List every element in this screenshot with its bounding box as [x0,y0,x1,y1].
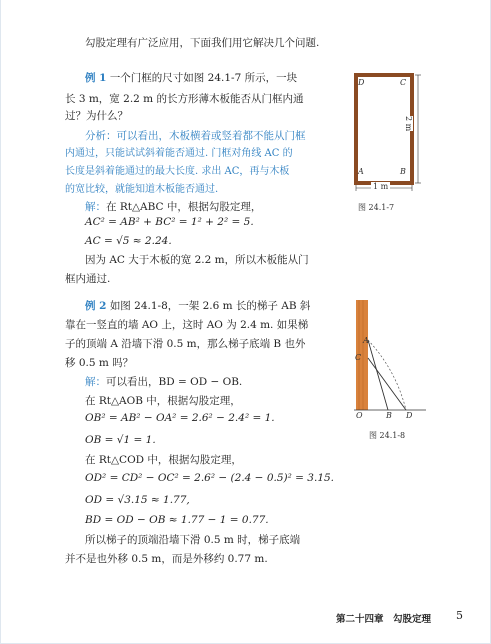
ladder-path-arc [368,340,406,410]
example1-text-3: 过？为什么？ [65,110,128,122]
analysis-label: 分析： [85,130,117,142]
door-label-C: C [400,78,407,87]
door-height-label: 2 m [404,116,413,132]
analysis-text-1: 可以看出，木板横着或竖着都不能从门框 [116,130,306,142]
example2-step-4: 在 Rt△COD 中，根据勾股定理， [85,454,242,466]
door-label-D: D [358,78,365,87]
solution2-text: 可以看出，BD = OD − OB. [106,376,243,388]
analysis-text-2: 内通过，只能试试斜着能否通过. 门框对角线 AC 的 [65,148,293,159]
ladder-label-B: B [386,411,392,420]
example2-solution-line [85,372,242,392]
example1-equation-1: AC² = AB² + BC² = 1² + 2² = 5. [85,216,254,228]
ladder-slid [368,358,406,410]
ladder-label-A: A [363,336,369,345]
example2-text-4: 移 0.5 m 吗？ [65,357,134,369]
example2-conclusion-2: 并不是也外移 0.5 m，而是外移约 0.77 m. [65,553,268,565]
analysis-text-3: 长度是斜着能通过的最大长度. 求出 AC，再与木板 [65,166,290,177]
example2-line1 [85,296,310,316]
example1-conclusion-1: 因为 AC 大于木板的宽 2.2 m，所以木板能从门 [85,254,309,266]
intro-text: 勾股定理有广泛应用，下面我们用它解决几个问题. [85,37,320,49]
example1-equation-2: AC = √5 ≈ 2.24. [85,235,172,247]
example2-text-2: 靠在一竖直的墙 AO 上，这时 AO 为 2.4 m. 如果梯 [65,319,309,331]
example2-text-3: 子的顶端 A 沿墙下滑 0.5 m，那么梯子底端 B 也外 [65,338,306,350]
door-label-A: A [358,167,364,176]
ladder-label-D: D [406,411,413,420]
ladder-figure [341,300,441,425]
ladder-label-C: C [355,353,362,362]
example2-step-7: BD = OD − OB ≈ 1.77 − 1 = 0.77. [85,514,269,526]
door-width-label: 1 m [373,182,389,191]
example2-conclusion-1: 所以梯子的顶端沿墙下滑 0.5 m 时，梯子底端 [85,534,301,546]
analysis-text-4: 的宽比较，就能知道木板能否通过. [65,184,219,195]
example1-text-1: 一个门框的尺寸如图 24.1-7 所示，一块 [109,72,298,84]
example2-label: 例 2 [85,300,107,312]
figure-24-1-8-caption: 图 24.1-8 [369,431,406,440]
example1-text-2: 长 3 m，宽 2.2 m 的长方形薄木板能否从门框内通 [65,93,304,105]
example1-label: 例 1 [85,72,107,84]
example1-conclusion-2: 框内通过. [65,273,111,285]
solution1-label: 解： [85,201,106,213]
example2-step-5: OD² = CD² − OC² = 2.6² − (2.4 − 0.5)² = 3.15. [85,472,335,484]
example2-step-1: 在 Rt△AOB 中，根据勾股定理， [85,395,241,407]
example2-step-2: OB² = AB² − OA² = 2.6² − 2.4² = 1. [85,412,275,424]
page-number: 5 [456,609,463,622]
chapter-footer: 第二十四章 勾股定理 [336,614,432,625]
example1-analysis-line1 [85,126,306,146]
solution1-text: 在 Rt△ABC 中，根据勾股定理， [106,201,262,213]
solution2-label: 解： [85,376,106,388]
example2-step-3: OB = √1 = 1. [85,434,156,446]
example2-text-1: 如图 24.1-8，一架 2.6 m 长的梯子 AB 斜 [109,300,311,312]
door-frame-figure [351,70,431,195]
ladder-label-O: O [356,411,363,420]
door-label-B: B [400,167,406,176]
example2-step-6: OD = √3.15 ≈ 1.77, [85,494,190,506]
ladder-initial [368,340,388,410]
example1-line1 [85,68,297,88]
figure-24-1-7-caption: 图 24.1-7 [358,203,395,212]
